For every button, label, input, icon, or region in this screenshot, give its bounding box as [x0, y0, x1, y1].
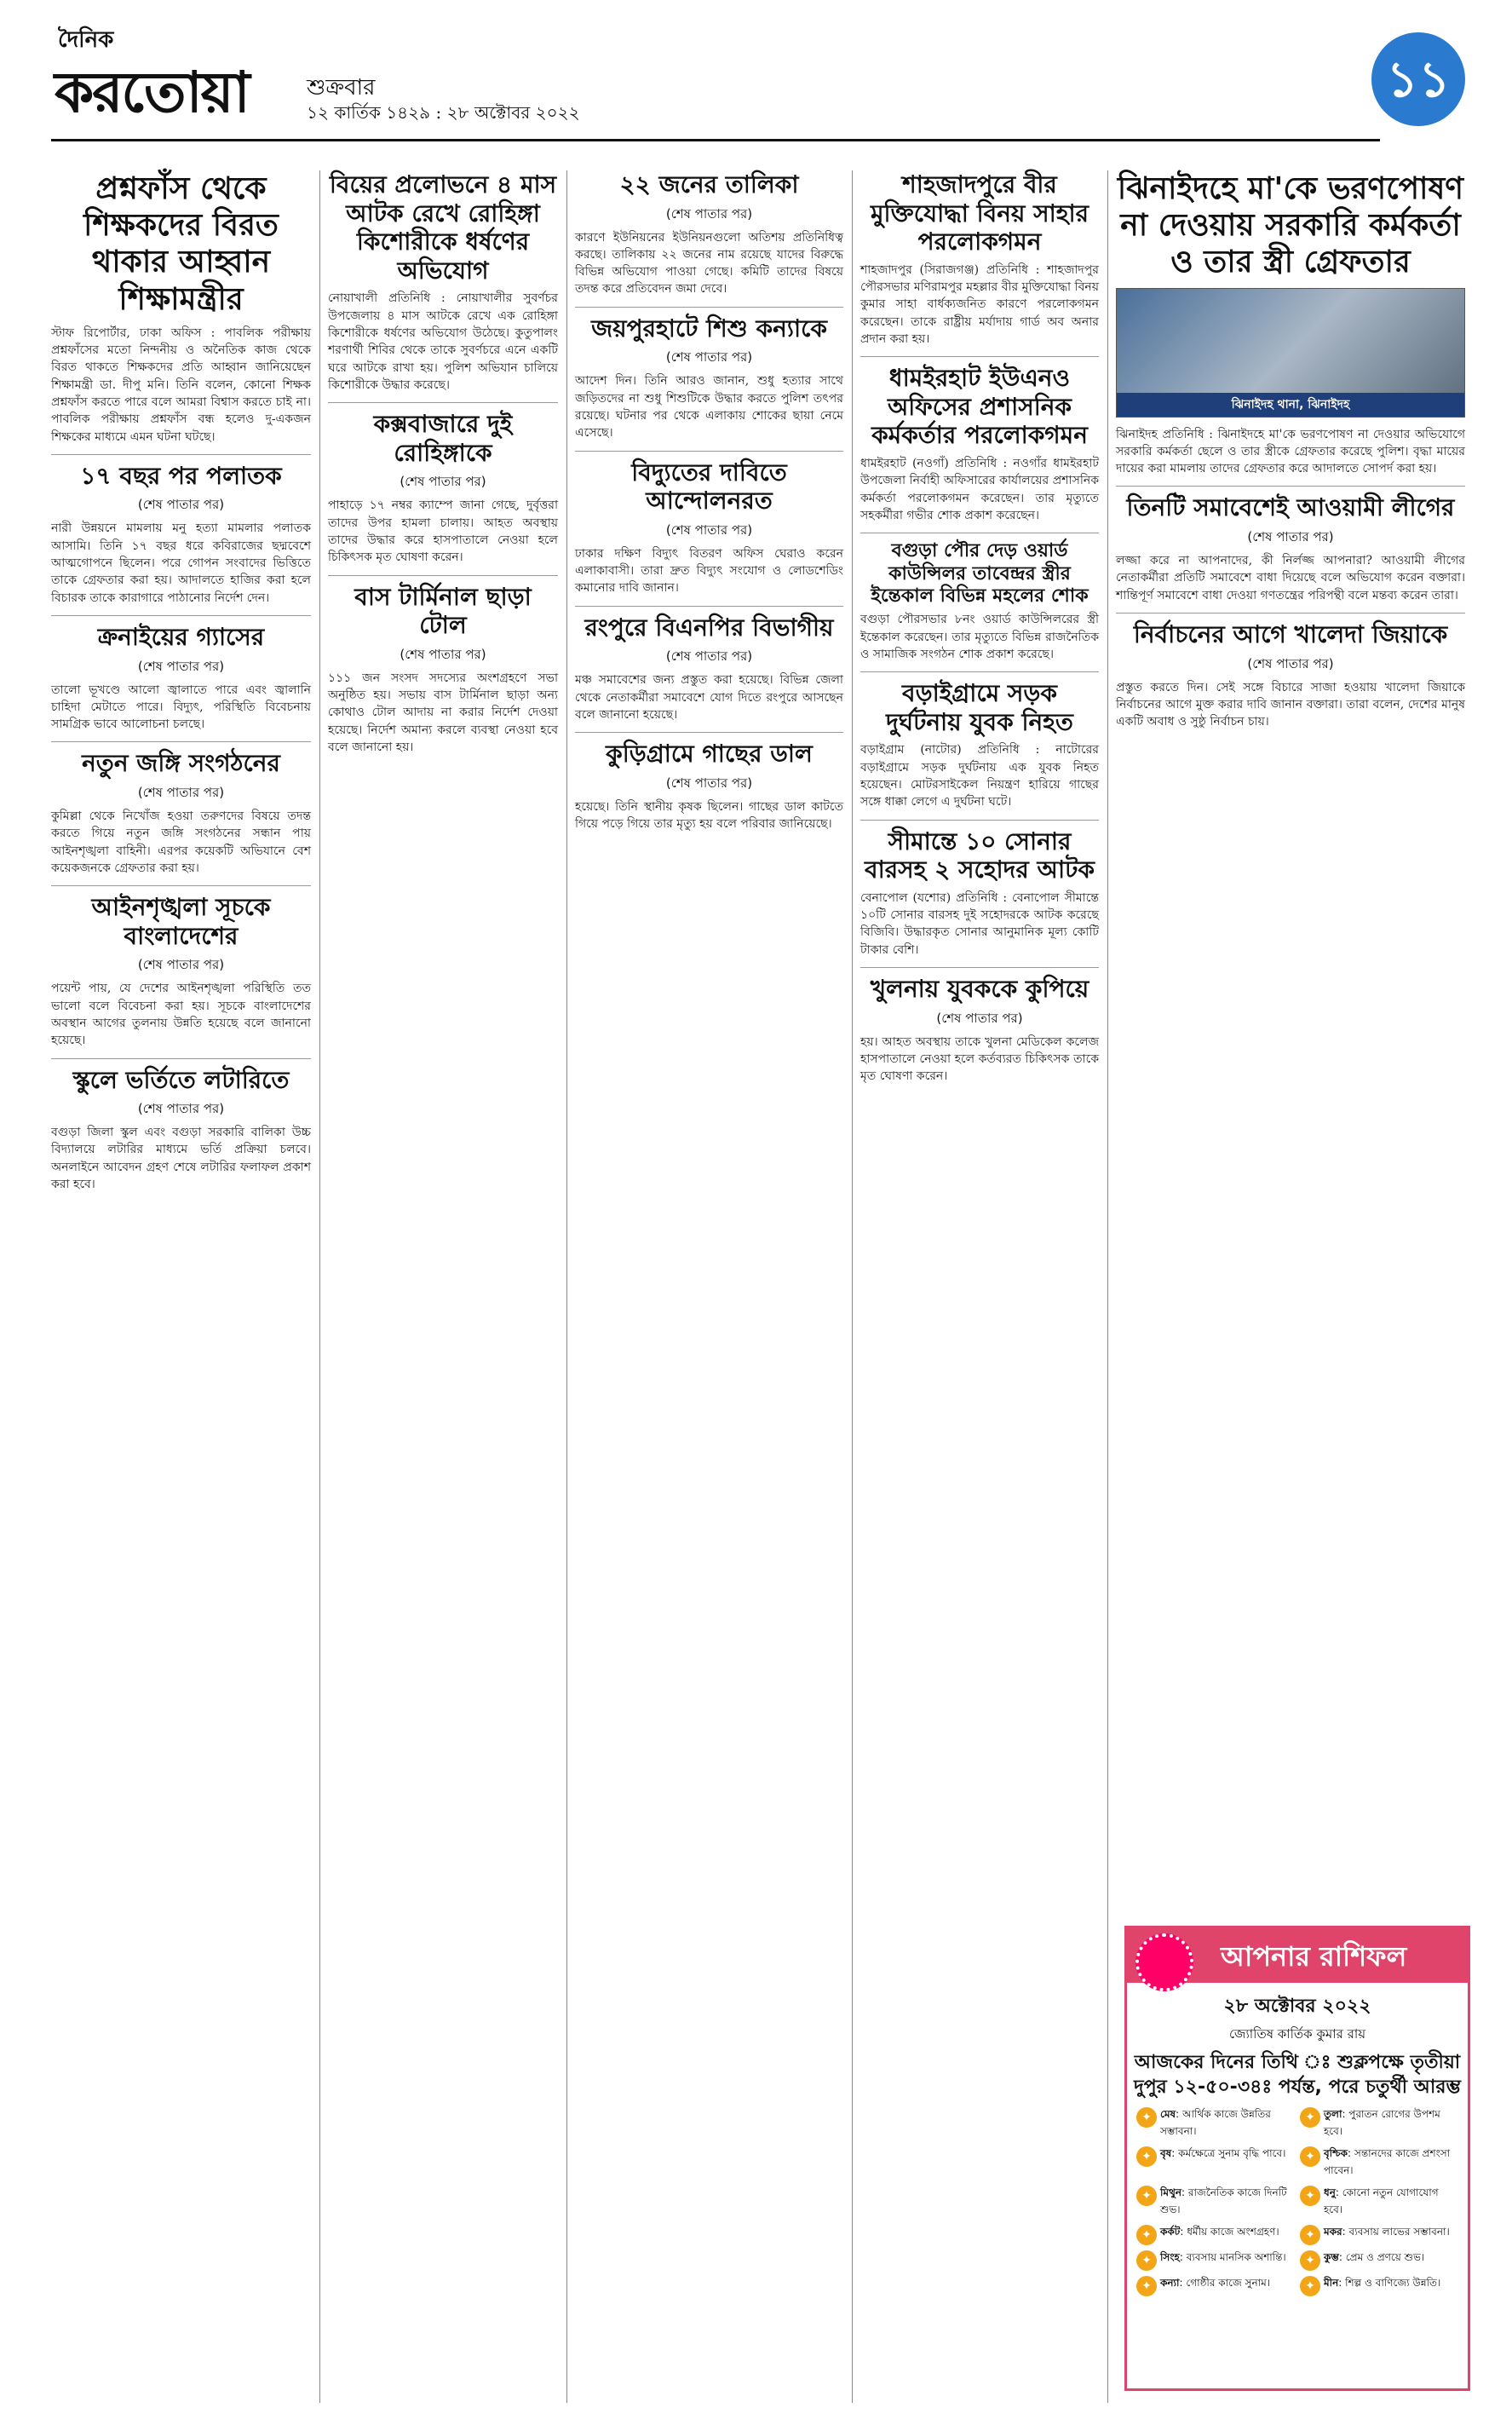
headline[interactable]: বগুড়া পৌর দেড় ওয়ার্ড কাউন্সিলর তাবেন্দ্রর স্ত্রীর ইন্তেকাল বিভিন্ন মহলের শোক	[871, 540, 1089, 608]
zodiac-item	[1134, 2248, 1297, 2273]
article-body: মঞ্চ সমাবেশের জন্য প্রস্তুত করা হয়েছে। বিভিন্ন জেলা থেকে নেতাকর্মীরা সমাবেশে যোগ দিতে রংপুরে আসছেন বলে জানানো হয়েছে।	[575, 673, 843, 722]
article-law-index	[51, 885, 311, 1049]
zodiac-entry: বৃষ: কর্মক্ষেত্রে সুনাম বৃদ্ধি পাবে।	[1160, 2147, 1286, 2160]
zodiac-entry: কন্যা: গোষ্ঠীর কাজে সুনাম।	[1160, 2277, 1271, 2290]
article-school-lottery	[51, 1058, 311, 1194]
column-5	[1116, 170, 1465, 739]
zodiac-name: বৃষ	[1160, 2147, 1172, 2160]
zodiac-item	[1297, 2222, 1461, 2248]
article-gas	[51, 615, 311, 733]
article-awami-league	[1116, 486, 1465, 603]
zodiac-list	[1127, 2105, 1468, 2299]
headline[interactable]: রংপুরে বিএনপির বিভাগীয়	[584, 613, 834, 642]
article-body: হয়। আহত অবস্থায় তাকে খুলনা মেডিকেল কলেজ হাসপাতালে নেওয়া হলে কর্তব্যরত চিকিৎসক তাকে মৃত ঘোষণা করেন।	[860, 1034, 1099, 1084]
zodiac-wheel-icon	[1135, 1933, 1193, 1991]
article-17-years	[51, 454, 311, 607]
zodiac-text: ধর্মীয় কাজে অংশগ্রহণ।	[1187, 2226, 1279, 2238]
continuation-note: (শেষ পাতার পর)	[665, 349, 753, 366]
continuation-note: (শেষ পাতার পর)	[1247, 529, 1334, 545]
article-rangpur	[575, 606, 843, 723]
zodiac-sign-icon: ✦	[1136, 2225, 1157, 2245]
zodiac-sign-icon: ✦	[1300, 2186, 1320, 2206]
continuation-note: (শেষ পাতার পর)	[665, 648, 753, 665]
zodiac-text: আর্থিক কাজে উন্নতির সম্ভাবনা।	[1160, 2108, 1271, 2138]
zodiac-text: ব্যবসায় মানসিক অশান্তি।	[1186, 2251, 1286, 2264]
column-2	[328, 170, 558, 764]
column-3	[575, 170, 843, 841]
zodiac-entry: তুলা: পুরাতন রোগের উপশম হবে।	[1324, 2108, 1440, 2138]
zodiac-entry: মকর: ব্যবসায় লাভের সম্ভাবনা।	[1324, 2226, 1450, 2238]
zodiac-item	[1297, 2144, 1461, 2183]
column-divider	[852, 170, 853, 2403]
continuation-note: (শেষ পাতার পর)	[137, 1101, 225, 1117]
column-divider	[1107, 170, 1108, 2403]
zodiac-sign-icon: ✦	[1136, 2146, 1157, 2167]
article-body: পাহাড়ে ১৭ নম্বর ক্যাম্পে জানা গেছে, দুর্বৃত্তরা তাদের উপর হামলা চালায়। আহত অবস্থায় তাদের উদ্ধার করে হাসপাতালে নেওয়া হলে চিকিৎসক মৃত ঘোষণা করেন।	[328, 498, 558, 565]
article-body: নোয়াখালী প্রতিনিধি : নোয়াখালীর সুবর্ণচর উপজেলায় ৪ মাস আটকে রেখে এক রোহিঙ্গা কিশোরীকে ধর্ষণের অভিযোগ উঠেছে। কুতুপালং শরণার্থী শিবির থেকে তাকে সুবর্ণচরে এনে একটি ঘরে আটকে রাখা হয়। পুলিশ অভিযান চালিয়ে কিশোরীকে উদ্ধার করেছে।	[328, 291, 558, 392]
article-militant	[51, 741, 311, 877]
article-dhamoirhat	[860, 356, 1099, 524]
headline-jhenaidah[interactable]: ঝিনাইদহে মা'কে ভরণপোষণ না দেওয়ায় সরকারি কর্মকর্তা ও তার স্ত্রী গ্রেফতার	[1117, 171, 1464, 280]
zodiac-text: রাজনৈতিক কাজে দিনটি শুভ।	[1160, 2186, 1287, 2216]
article-border-gold	[860, 820, 1099, 959]
headline[interactable]: আইনশৃঙ্খলা সূচকে বাংলাদেশের	[91, 893, 271, 950]
continuation-note: (শেষ পাতার পর)	[137, 784, 225, 800]
headline-rohingya[interactable]: বিয়ের প্রলোভনে ৪ মাস আটক রেখে রোহিঙ্গা কিশোরীকে ধর্ষণের অভিযোগ	[329, 170, 557, 285]
zodiac-sign-icon: ✦	[1300, 2107, 1320, 2128]
article-body: লজ্জা করে না আপনাদের, কী নির্লজ্জ আপনারা? আওয়ামী লীগের নেতাকর্মীরা প্রতিটি সমাবেশে বাধা দিয়েছে বলে অভিযোগ করেন বক্তারা। শান্তিপূর্ণ সমাবেশে বাধা দেওয়া গণতন্ত্রের পরিপন্থী বলে মন্তব্য করেন তারা।	[1116, 554, 1465, 602]
zodiac-item	[1134, 2183, 1297, 2222]
zodiac-sign-icon: ✦	[1300, 2276, 1320, 2296]
zodiac-sign-icon: ✦	[1300, 2250, 1320, 2271]
zodiac-text: গোষ্ঠীর কাজে সুনাম।	[1186, 2277, 1271, 2290]
continuation-note: (শেষ পাতার পর)	[665, 205, 753, 222]
headline[interactable]: জয়পুরহাটে শিশু কন্যাকে	[591, 314, 827, 343]
headline[interactable]: খুলনায় যুবককে কুপিয়ে	[870, 975, 1089, 1004]
zodiac-entry: বৃশ্চিক: সন্তানদের কাজে প্রশংসা পাবেন।	[1324, 2147, 1451, 2177]
column-divider	[566, 170, 567, 2403]
article-kurigram	[575, 732, 843, 832]
article-body: বেনাপোল (যশোর) প্রতিনিধি : বেনাপোল সীমান্তে ১০টি সোনার বারসহ দুই সহোদরকে আটক করেছে বিজিবি। উদ্ধারকৃত সোনার আনুমানিক মূল্য কোটি টাকার বেশি।	[860, 890, 1099, 957]
zodiac-name: মেষ	[1160, 2108, 1176, 2121]
headline[interactable]: বড়াইগ্রামে সড়ক দুর্ঘটনায় যুবক নিহত	[886, 679, 1073, 736]
article-body: নারী উন্নয়নে মামলায় মনু হত্যা মামলার পলাতক আসামি। তিনি ১৭ বছর ধরে কবিরাজের ছদ্মবেশে আত্মগোপনে ছিলেন। পরে গোপন সংবাদের ভিত্তিতে তাকে গ্রেফতার করা হয়। আদালতে হাজির করা হলে বিচারক তাকে কারাগারে পাঠানোর নির্দেশ দেন।	[51, 521, 311, 605]
zodiac-text: ব্যবসায় লাভের সম্ভাবনা।	[1348, 2226, 1450, 2238]
zodiac-text: পুরাতন রোগের উপশম হবে।	[1324, 2108, 1440, 2138]
masthead	[51, 15, 1465, 143]
headline[interactable]: স্কুলে ভর্তিতে লটারিতে	[72, 1065, 290, 1094]
article-coxsbazar	[328, 402, 558, 566]
logo-small: দৈনিক	[58, 27, 114, 53]
horoscope-title: আপনার রাশিফল	[1221, 1940, 1407, 1973]
zodiac-item	[1134, 2105, 1297, 2144]
headline-education-minister[interactable]: প্রশ্নফাঁস থেকে শিক্ষকদের বিরত থাকার আহ্বান শিক্ষামন্ত্রীর	[83, 171, 279, 317]
headline[interactable]: কুড়িগ্রামে গাছের ডাল	[606, 740, 813, 769]
zodiac-item	[1297, 2105, 1461, 2144]
horoscope-box	[1124, 1926, 1470, 2391]
zodiac-item	[1134, 2273, 1297, 2299]
continuation-note: (শেষ পাতার পর)	[400, 646, 486, 662]
horoscope-author: জ্যোতিষ কার্তিক কুমার রায়	[1228, 2026, 1366, 2042]
zodiac-sign-icon: ✦	[1136, 2276, 1157, 2296]
news-photo	[1116, 288, 1465, 418]
article-body: ঢাকার দক্ষিণ বিদ্যুৎ বিতরণ অফিস ঘেরাও করেন এলাকাবাসী। তারা দ্রুত বিদ্যুৎ সংযোগ ও লোডশেডিং কমানোর দাবি জানান।	[575, 546, 843, 596]
issue-date: ১২ কার্তিক ১৪২৯ : ২৮ অক্টোবর ২০২২	[307, 102, 580, 123]
article-bus-toll	[328, 575, 558, 757]
page-number: ১১	[1371, 32, 1465, 126]
zodiac-entry: ধনু: কোনো নতুন যোগাযোগ হবে।	[1324, 2186, 1439, 2216]
zodiac-entry: মিথুন: রাজনৈতিক কাজে দিনটি শুভ।	[1160, 2186, 1287, 2216]
headline[interactable]: ক্রনাইয়ের গ্যাসের	[97, 622, 265, 651]
article-joypurhat	[575, 307, 843, 442]
zodiac-name: সিংহ	[1160, 2251, 1180, 2264]
article-bogura-councilor	[860, 533, 1099, 663]
zodiac-item	[1134, 2144, 1297, 2183]
article-body: তালো ভূখণ্ডে আলো জ্বালাতে পারে এবং জ্বালানি চাহিদা মেটাতে পারে। বিদ্যুৎ, পরিস্থিতি বিবেচনায় সামগ্রিক ভাবে আলোচনা চলছে।	[51, 683, 311, 732]
zodiac-text: কোনো নতুন যোগাযোগ হবে।	[1324, 2186, 1439, 2216]
zodiac-name: মিথুন	[1160, 2186, 1182, 2199]
continuation-note: (শেষ পাতার পর)	[1247, 655, 1334, 671]
article-body: শাহজাদপুর (সিরাজগঞ্জ) প্রতিনিধি : শাহজাদপুর পৌরসভার মণিরামপুর মহল্লার বীর মুক্তিযোদ্ধা বিনয় কুমার সাহা বার্ধক্যজনিত কারণে পরলোকগমন করেছেন। তাকে রাষ্ট্রীয় মর্যাদায় গার্ড অব অনার প্রদান করা হয়।	[860, 262, 1099, 346]
zodiac-item	[1134, 2222, 1297, 2248]
article-khaleda	[1116, 613, 1465, 730]
headline[interactable]: নতুন জঙ্গি সংগঠনের	[82, 749, 280, 778]
continuation-note: (শেষ পাতার পর)	[400, 474, 486, 490]
zodiac-sign-icon: ✦	[1300, 2146, 1320, 2167]
continuation-note: (শেষ পাতার পর)	[137, 658, 225, 674]
zodiac-item	[1297, 2273, 1461, 2299]
zodiac-item	[1297, 2248, 1461, 2273]
zodiac-name: তুলা	[1324, 2108, 1342, 2121]
article-body: বগুড়া পৌরসভার ৮নং ওয়ার্ড কাউন্সিলরের স্ত্রী ইন্তেকাল করেছেন। তার মৃত্যুতে বিভিন্ন রাজনৈতিক ও সামাজিক সংগঠন শোক প্রকাশ করেছে।	[860, 613, 1099, 661]
article-boraigram	[860, 671, 1099, 810]
continuation-note: (শেষ পাতার পর)	[137, 957, 225, 973]
zodiac-sign-icon: ✦	[1136, 2186, 1157, 2206]
zodiac-text: সন্তানদের কাজে প্রশংসা পাবেন।	[1324, 2147, 1451, 2177]
column-1	[51, 170, 311, 1201]
zodiac-name: মীন	[1324, 2277, 1339, 2290]
headline[interactable]: সীমান্তে ১০ সোনার বারসহ ২ সহোদর আটক	[865, 827, 1095, 884]
article-body: প্রস্তুত করতে দিন। সেই সঙ্গে বিচারে সাজা হওয়ায় খালেদা জিয়াকে নির্বাচনের আগে মুক্ত করার দাবি জানান বক্তারা। তারা বলেন, দেশের মানুষ একটি অবাধ ও সুষ্ঠু নির্বাচন চায়।	[1116, 680, 1465, 729]
zodiac-name: কন্যা	[1160, 2277, 1180, 2290]
headline[interactable]: বিদ্যুতের দাবিতে আন্দোলনরত	[631, 458, 787, 516]
article-body: কুমিল্লা থেকে নিখোঁজ হওয়া তরুণদের বিষয়ে তদন্ত করতে গিয়ে নতুন জঙ্গি সংগঠনের সন্ধান পায় আইনশৃঙ্খলা বাহিনী। এরপর কয়েকটি অভিযানে বেশ কয়েকজনকে গ্রেফতার করা হয়।	[51, 809, 311, 875]
zodiac-sign-icon: ✦	[1136, 2107, 1157, 2128]
article-khulna	[860, 967, 1099, 1085]
continuation-note: (শেষ পাতার পর)	[137, 497, 225, 513]
zodiac-text: প্রেম ও প্রণয়ে শুভ।	[1345, 2251, 1425, 2264]
column-divider	[319, 170, 320, 2403]
column-4	[860, 170, 1099, 1094]
zodiac-text: কর্মক্ষেত্রে সুনাম বৃদ্ধি পাবে।	[1178, 2147, 1286, 2160]
article-electricity	[575, 451, 843, 597]
zodiac-name: কর্কট	[1160, 2226, 1181, 2238]
zodiac-sign-icon: ✦	[1300, 2225, 1320, 2245]
photo-caption: ঝিনাইদহ থানা, ঝিনাইদহ	[1117, 393, 1464, 417]
article-body: কারণে ইউনিয়নের ইউনিয়নগুলো অতিশয় প্রতিনিধিত্ব করছে। তালিকায় ২২ জনের নাম রয়েছে যাদের বিরুদ্ধে বিভিন্ন অভিযোগ পাওয়া গেছে। কমিটি তাদের বিষয়ে তদন্ত করে প্রতিবেদন জমা দেবে।	[575, 230, 843, 297]
zodiac-name: বৃশ্চিক	[1324, 2147, 1348, 2160]
headline[interactable]: ১৭ বছর পর পলাতক	[80, 461, 282, 490]
article-body: পয়েন্ট পায়, যে দেশের আইনশৃঙ্খলা পরিস্থিতি তত ভালো বলে বিবেচনা করা হয়। সূচকে বাংলাদেশের অবস্থান আগের তুলনায় উন্নতি হয়েছে বলে জানানো হয়েছে।	[51, 982, 311, 1048]
zodiac-name: কুম্ভ	[1324, 2251, 1339, 2264]
zodiac-entry: কর্কট: ধর্মীয় কাজে অংশগ্রহণ।	[1160, 2226, 1279, 2238]
horoscope-header	[1127, 1928, 1468, 1983]
issue-day: শুক্রবার	[307, 75, 376, 101]
headline[interactable]: তিনটি সমাবেশেই আওয়ামী লীগের	[1126, 493, 1455, 522]
masthead-rule	[51, 139, 1380, 141]
article-body: স্টাফ রিপোর্টার, ঢাকা অফিস : পাবলিক পরীক্ষায় প্রশ্নফাঁসের মতো নিন্দনীয় ও অনৈতিক কাজ থেকে বিরত থাকতে শিক্ষকদের প্রতি আহ্বান জানিয়েছেন শিক্ষামন্ত্রী ডা. দীপু মনি। তিনি বলেন, কোনো শিক্ষক প্রশ্নফাঁস করতে পারে বলে আমরা বিশ্বাস করতে চাই না। পাবলিক পরীক্ষায় প্রশ্নফাঁস বন্ধ হলেও দু-একজন শিক্ষকের মাধ্যমে এমন ঘটনা ঘটছে।	[51, 325, 311, 444]
headline[interactable]: ধামইরহাট ইউএনও অফিসের প্রশাসনিক কর্মকর্তার পরলোকগমন	[871, 364, 1088, 450]
zodiac-item	[1297, 2183, 1461, 2222]
article-body: ১১১ জন সংসদ সদস্যের অংশগ্রহণে সভা অনুষ্ঠিত হয়। সভায় বাস টার্মিনাল ছাড়া অন্য কোথাও টোল আদায় না করার নির্দেশ দেওয়া হয়েছে। নির্দেশ অমান্য করলে ব্যবস্থা নেওয়া হবে বলে জানানো হয়।	[328, 671, 558, 754]
zodiac-entry: মীন: শিল্প ও বাণিজ্যে উন্নতি।	[1324, 2277, 1441, 2290]
zodiac-entry: কুম্ভ: প্রেম ও প্রণয়ে শুভ।	[1324, 2251, 1425, 2264]
headline[interactable]: ২২ জনের তালিকা	[619, 170, 799, 199]
zodiac-entry: সিংহ: ব্যবসায় মানসিক অশান্তি।	[1160, 2251, 1286, 2264]
headline[interactable]: নির্বাচনের আগে খালেদা জিয়াকে	[1133, 619, 1448, 648]
article-body: ধামইরহাট (নওগাঁ) প্রতিনিধি : নওগাঁর ধামইরহাট উপজেলা নির্বাহী অফিসারের কার্যালয়ের প্রশাসনিক কর্মকর্তা পরলোকগমন করেছেন। তার মৃত্যুতে সহকর্মীরা গভীর শোক প্রকাশ করেছেন।	[860, 457, 1099, 522]
headline[interactable]: কক্সবাজারে দুই রোহিঙ্গাকে	[373, 410, 513, 467]
zodiac-name: ধনু	[1324, 2186, 1336, 2199]
continuation-note: (শেষ পাতার পর)	[665, 521, 753, 538]
article-body: হয়েছে। তিনি স্থানীয় কৃষক ছিলেন। গাছের ডাল কাটতে গিয়ে পড়ে গিয়ে তার মৃত্যু হয় বলে পরিবার জানিয়েছে।	[575, 799, 843, 832]
article-body: বগুড়া জিলা স্কুল এবং বগুড়া সরকারি বালিকা উচ্চ বিদ্যালয়ে লটারির মাধ্যমে ভর্তি প্রক্রিয়া চলবে। অনলাইনে আবেদন গ্রহণ শেষে লটারির ফলাফল প্রকাশ করা হবে।	[51, 1126, 311, 1192]
continuation-note: (শেষ পাতার পর)	[936, 1010, 1023, 1026]
headline[interactable]: শাহজাদপুরে বীর মুক্তিযোদ্ধা বিনয় সাহার পরলোকগমন	[870, 170, 1089, 256]
zodiac-sign-icon: ✦	[1136, 2250, 1157, 2271]
headline[interactable]: বাস টার্মিনাল ছাড়া টোল	[354, 582, 532, 640]
zodiac-name: মকর	[1324, 2226, 1342, 2238]
article-body: বড়াইগ্রাম (নাটোর) প্রতিনিধি : নাটোরের বড়াইগ্রামে সড়ক দুর্ঘটনায় এক যুবক নিহত হয়েছেন। মোটরসাইকেল নিয়ন্ত্রণ হারিয়ে গাছের সঙ্গে ধাক্কা লেগে এ দুর্ঘটনা ঘটে।	[860, 743, 1099, 809]
newspaper-logo: করতোয়া	[55, 60, 249, 125]
zodiac-entry: মেষ: আর্থিক কাজে উন্নতির সম্ভাবনা।	[1160, 2108, 1271, 2138]
article-body: ঝিনাইদহ প্রতিনিধি : ঝিনাইদহে মা'কে ভরণপোষণ না দেওয়ার অভিযোগে সরকারি কর্মকর্তা ছেলে ও তার স্ত্রীকে গ্রেফতার করেছে পুলিশ। বৃদ্ধা মায়ের দায়ের করা মামলায় তাদের গ্রেফতার করে আদালতে সোপর্দ করা হয়।	[1116, 427, 1465, 476]
continuation-note: (শেষ পাতার পর)	[665, 775, 753, 791]
horoscope-date: ২৮ অক্টোবর ২০২২	[1223, 1996, 1371, 2017]
zodiac-text: শিল্প ও বাণিজ্যে উন্নতি।	[1345, 2277, 1441, 2290]
tithi-text: আজকের দিনের তিথি ঃ শুক্লপক্ষে তৃতীয়া দুপুর ১২-৫০-৩৪ঃ পর্যন্ত, পরে চতুর্থী আরম্ভ	[1134, 2052, 1461, 2098]
article-body: আদেশ দিন। তিনি আরও জানান, শুধু হত্যার সাথে জড়িতদের না শুধু শিশুটিকে উদ্ধার করতে পুলিশ তৎপর রয়েছে। ঘটনার পর থেকে এলাকায় শোকের ছায়া নেমে এসেছে।	[575, 374, 843, 441]
